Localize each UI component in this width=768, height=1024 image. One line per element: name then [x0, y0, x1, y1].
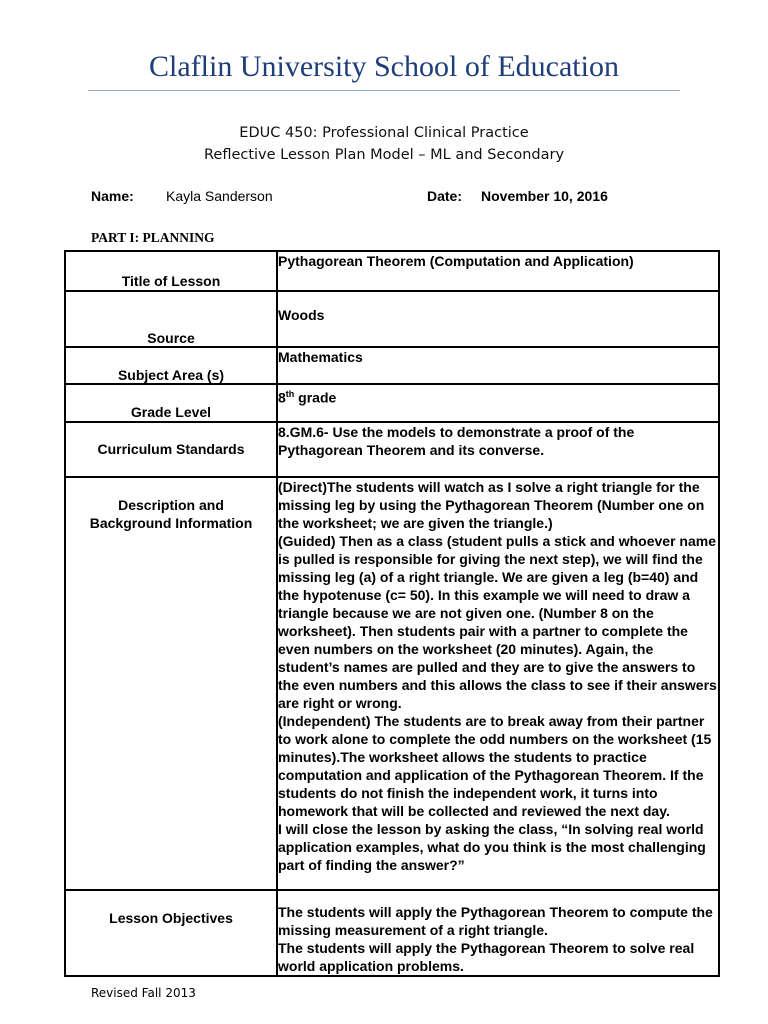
standards-value: 8.GM.6- Use the models to demonstrate a proof of the Pythagorean Theorem and its converse. [277, 422, 719, 477]
source-label-cell [65, 291, 277, 347]
name-label: Name: [91, 188, 134, 204]
table-row [65, 477, 719, 890]
table-row [65, 347, 719, 384]
subject-label-cell [65, 347, 277, 384]
title-label-cell [65, 251, 277, 291]
standards-label-cell [65, 422, 277, 477]
objectives-value [277, 890, 719, 976]
description-label-line-2: Background Information [89, 515, 253, 531]
description-direct: (Direct)The students will watch as I solve a right triangle for the missing leg by using the Pythagorean Theorem (Number one on the worksheet; we are given the triangle.) [278, 479, 705, 531]
university-title: Claflin University School of Education [149, 50, 619, 83]
table-row [65, 384, 719, 422]
date-label: Date: [427, 188, 463, 204]
standards-label: Curriculum Standards [97, 441, 245, 457]
table-row [65, 890, 719, 976]
table-row [65, 422, 719, 477]
grade-suffix: th [285, 389, 295, 399]
course-line-1: EDUC 450: Professional Clinical Practice [239, 125, 529, 141]
grade-value [277, 384, 719, 422]
title-label: Title of Lesson [121, 273, 221, 289]
grade-label: Grade Level [130, 404, 212, 420]
title-divider [88, 90, 680, 91]
part-heading: PART I: PLANNING [91, 230, 215, 245]
grade-word: grade [294, 389, 337, 406]
description-label-cell [65, 477, 277, 890]
table-row [65, 251, 719, 291]
objectives-label-cell [65, 890, 277, 976]
planning-table [64, 250, 720, 977]
subject-value: Mathematics [277, 347, 719, 384]
title-value: Pythagorean Theorem (Computation and Application) [277, 251, 719, 291]
description-guided: (Guided) Then as a class (student pulls a stick and whoever name is pulled is responsible for giving the next step), we will find the missing leg (a) of a right triangle. We are given a leg (b=40) and the hypotenuse (c= 50). In this example we will need to draw a triangle because we are not given one. (Number 8 on the worksheet). Then students pair with a partner to complete the even numbers on the worksheet (20 minutes). Again, the student’s names are pulled and they are to give the answers to the even numbers and this allows the class to see if their answers are right or wrong. [278, 533, 717, 711]
source-label: Source [147, 330, 195, 346]
course-line-2: Reflective Lesson Plan Model – ML and Secondary [203, 147, 565, 163]
source-value: Woods [277, 291, 719, 347]
description-independent: (Independent) The students are to break away from their partner to work alone to complete the odd numbers on the worksheet (15 minutes).The worksheet allows the students to practice computation and application of the Pythagorean Theorem. If the students do not finish the independent work, it turns into homework that will be collected and reviewed the next day. [278, 713, 712, 819]
date-value: November 10, 2016 [481, 188, 608, 204]
grade-number: 8 [278, 389, 286, 406]
footer-revision: Revised Fall 2013 [91, 986, 196, 1000]
subject-label: Subject Area (s) [117, 367, 225, 383]
table-row [65, 291, 719, 347]
name-value: Kayla Sanderson [166, 188, 273, 204]
objective-1: The students will apply the Pythagorean Theorem to compute the missing measurement of a right triangle. [278, 904, 713, 938]
objective-2: The students will apply the Pythagorean Theorem to solve real world application problems. [278, 940, 695, 974]
grade-label-cell [65, 384, 277, 422]
objectives-label: Lesson Objectives [109, 910, 233, 926]
description-label-line-1: Description and [118, 497, 224, 513]
description-value [277, 477, 719, 890]
description-closing: I will close the lesson by asking the class, “In solving real world application examples, what do you think is the most challenging part of finding the answer?” [278, 821, 706, 873]
